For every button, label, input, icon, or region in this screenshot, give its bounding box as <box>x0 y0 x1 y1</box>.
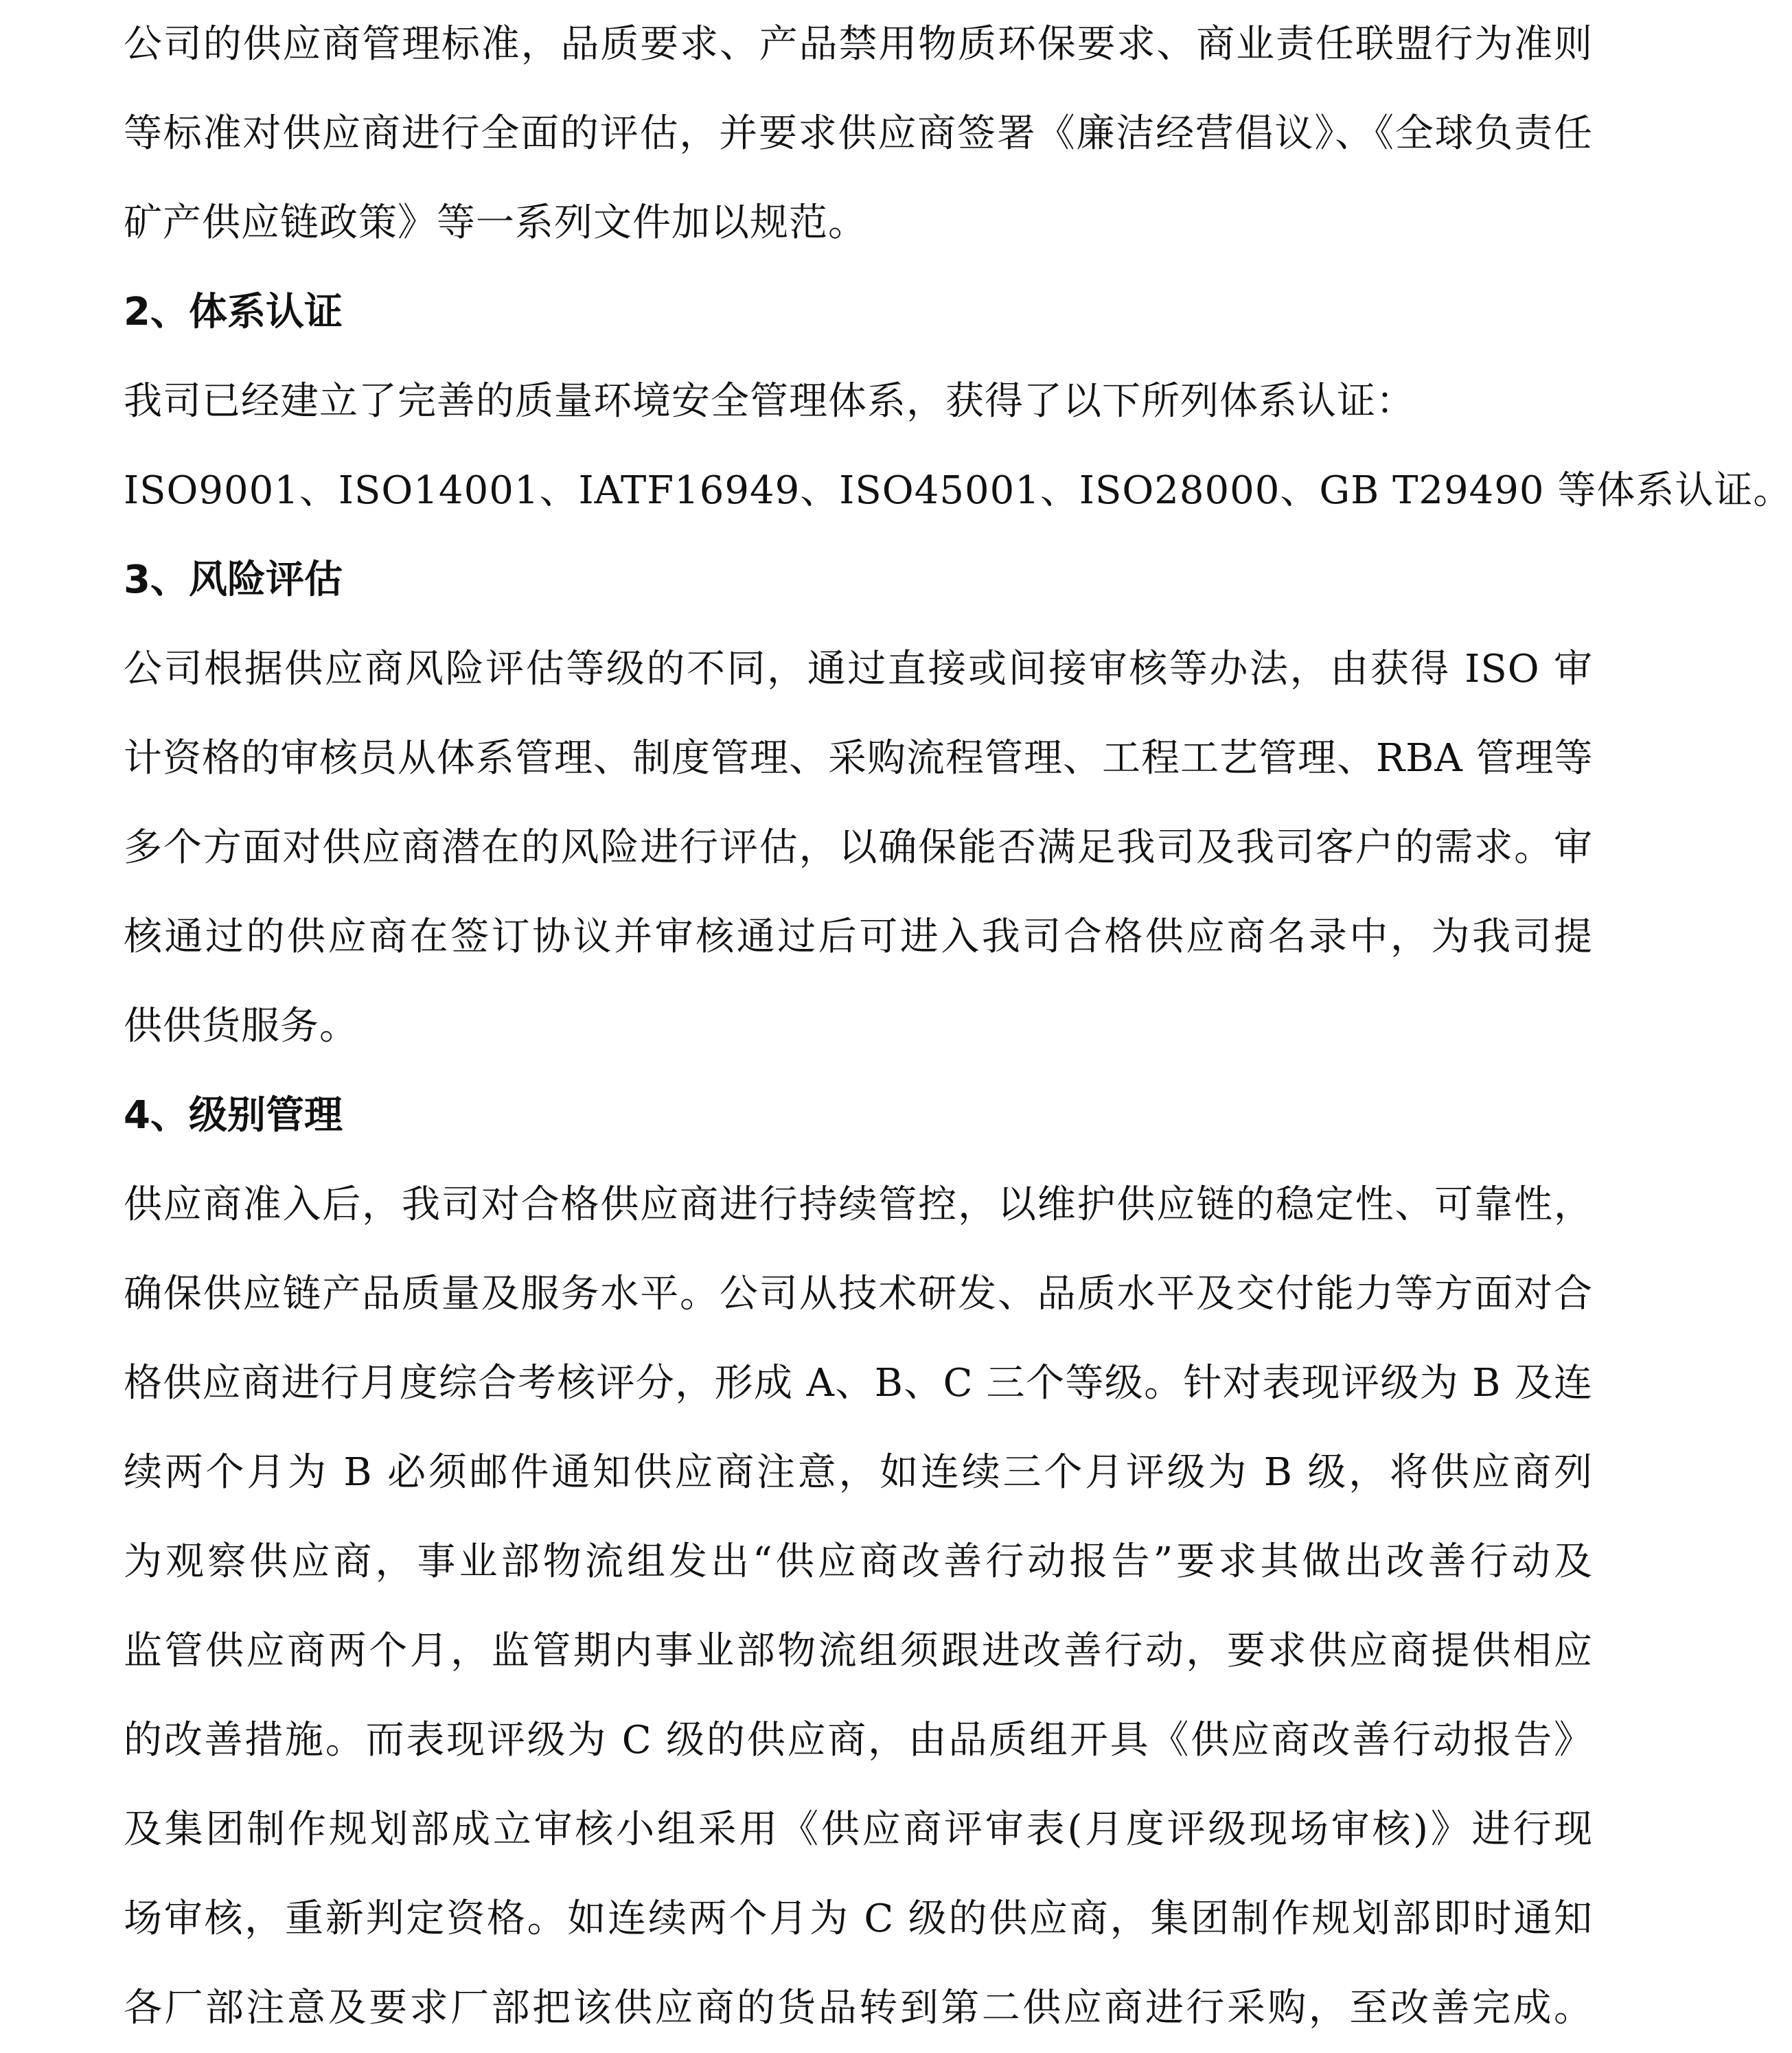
paragraph-line: 多个方面对供应商潜在的风险进行评估，以确保能否满足我司及我司客户的需求。审 <box>124 825 1593 870</box>
document-page <box>124 0 1792 2047</box>
paragraph-line: 供应商准入后，我司对合格供应商进行持续管控，以维护供应链的稳定性、可靠性， <box>124 1182 1593 1227</box>
level-management-paragraph <box>124 1160 1593 2053</box>
paragraph-line: 的改善措施。而表现评级为 C 级的供应商，由品质组开具《供应商改善行动报告》 <box>124 1718 1593 1763</box>
paragraph-line: 核通过的供应商在签订协议并审核通过后可进入我司合格供应商名录中，为我司提 <box>124 915 1593 959</box>
section-heading-certification: 2、体系认证 <box>124 290 343 334</box>
paragraph-line: 格供应商进行月度综合考核评分，形成 A、B、C 三个等级。针对表现评级为 B 及连 <box>124 1361 1593 1406</box>
paragraph-line: 矿产供应链政策》等一系列文件加以规范。 <box>124 200 867 245</box>
paragraph-line: ISO9001、ISO14001、IATF16949、ISO45001、ISO28000、GB T29490 等体系认证。 <box>124 468 1792 513</box>
paragraph-line: 场审核，重新判定资格。如连续两个月为 C 级的供应商，集团制作规划部即时通知 <box>124 1896 1593 1941</box>
paragraph-line: 确保供应链产品质量及服务水平。公司从技术研发、品质水平及交付能力等方面对合 <box>124 1272 1593 1316</box>
paragraph-line: 各厂部注意及要求厂部把该供应商的货品转到第二供应商进行采购，至改善完成。 <box>124 1986 1593 2030</box>
paragraph-line: 续两个月为 B 必须邮件通知供应商注意，如连续三个月评级为 B 级，将供应商列 <box>124 1450 1593 1495</box>
section-heading-level-management: 4、级别管理 <box>124 1093 343 1138</box>
paragraph-line: 监管供应商两个月，监管期内事业部物流组须跟进改善行动，要求供应商提供相应 <box>124 1629 1593 1673</box>
certification-paragraph <box>124 357 1792 536</box>
intro-paragraph <box>124 0 1593 268</box>
paragraph-line: 计资格的审核员从体系管理、制度管理、采购流程管理、工程工艺管理、RBA 管理等 <box>124 736 1594 781</box>
paragraph-line: 等标准对供应商进行全面的评估，并要求供应商签署《廉洁经营倡议》、《全球负责任 <box>124 111 1593 156</box>
paragraph-line: 及集团制作规划部成立审核小组采用《供应商评审表(月度评级现场审核)》进行现 <box>124 1807 1593 1852</box>
section-heading-risk-assessment: 3、风险评估 <box>124 558 343 602</box>
paragraph-line: 公司根据供应商风险评估等级的不同，通过直接或间接审核等办法，由获得 ISO 审 <box>124 647 1593 691</box>
paragraph-line: 为观察供应商，事业部物流组发出“供应商改善行动报告”要求其做出改善行动及 <box>124 1539 1593 1584</box>
paragraph-line: 公司的供应商管理标准，品质要求、产品禁用物质环保要求、商业责任联盟行为准则 <box>124 22 1593 67</box>
paragraph-line: 我司已经建立了完善的质量环境安全管理体系，获得了以下所列体系认证： <box>124 379 1415 424</box>
risk-assessment-paragraph <box>124 625 1593 1071</box>
paragraph-line: 供供货服务。 <box>124 1004 358 1048</box>
